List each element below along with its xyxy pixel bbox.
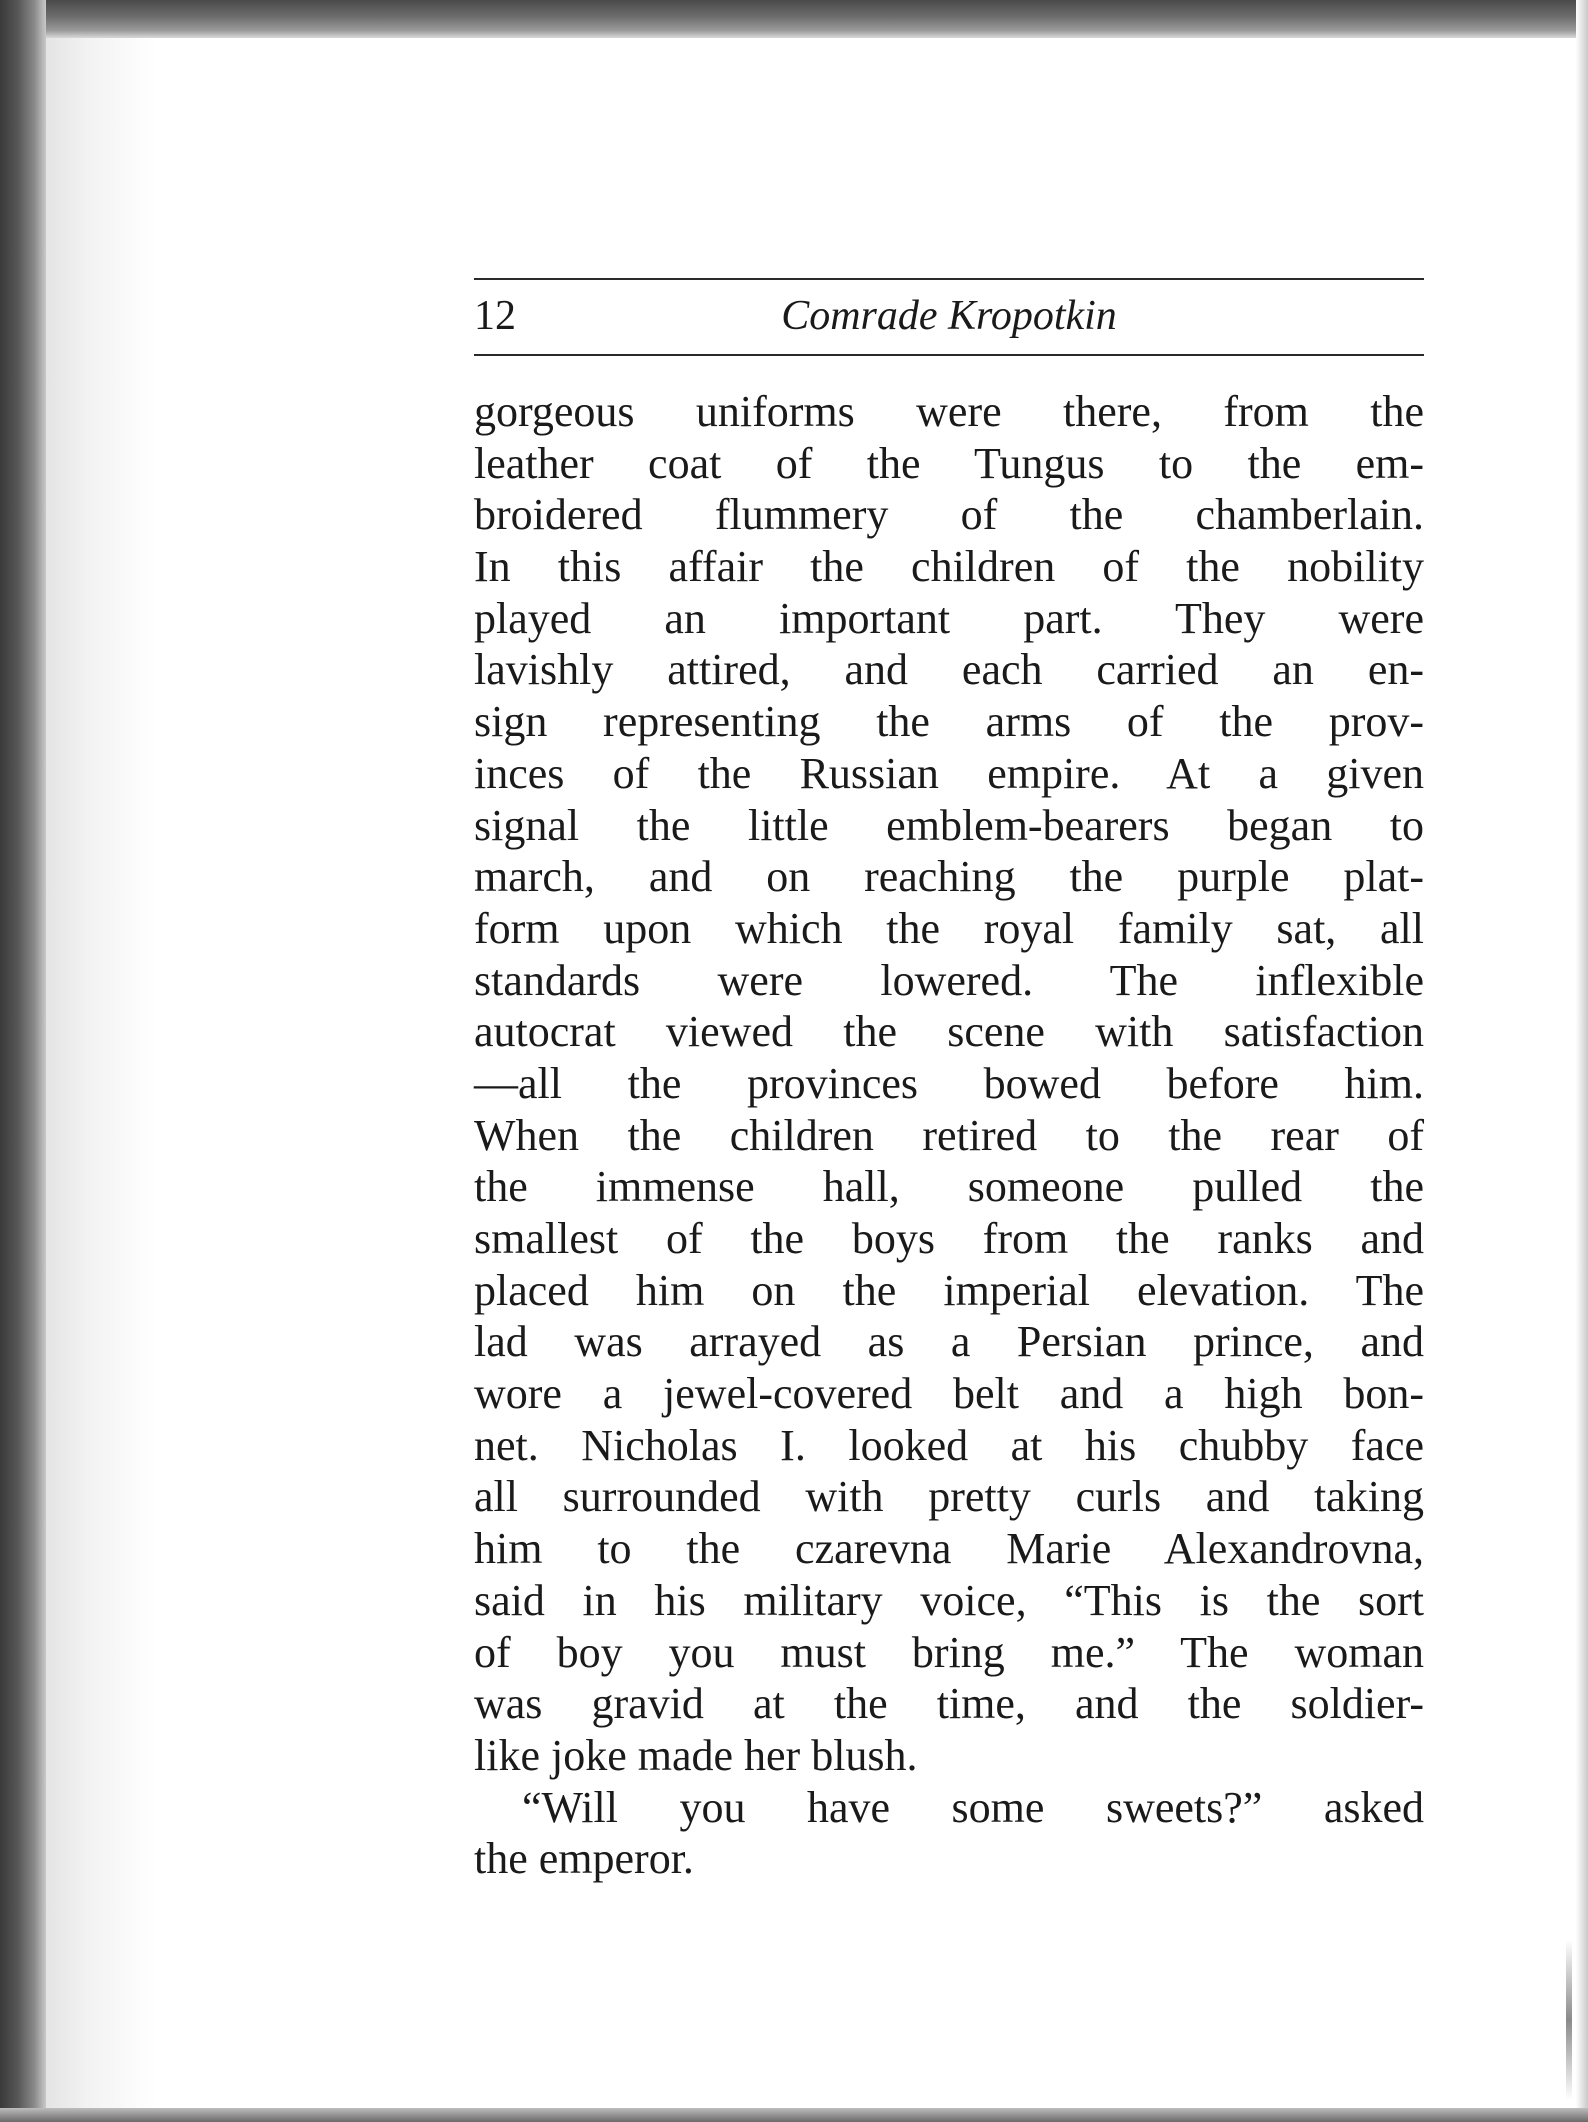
text-line: net. Nicholas I. looked at his chubby face — [474, 1420, 1424, 1470]
text-line: In this affair the children of the nobility — [474, 542, 1424, 592]
text-line: inces of the Russian empire. At a given — [474, 748, 1424, 798]
text-line: “Will you have some sweets?” asked — [522, 1782, 1424, 1832]
text-line: like joke made her blush. — [474, 1730, 918, 1780]
scan-edge-left — [0, 0, 46, 2122]
header-rule-bottom — [474, 354, 1424, 356]
scan-edge-top — [0, 0, 1588, 38]
text-line: sign representing the arms of the prov- — [474, 697, 1424, 747]
text-line: the immense hall, someone pulled the — [474, 1162, 1424, 1212]
text-line: broidered flummery of the chamberlain. — [474, 490, 1424, 540]
text-line: lavishly attired, and each carried an en- — [474, 645, 1424, 695]
running-head — [474, 278, 1424, 356]
text-line: played an important part. They were — [474, 593, 1424, 643]
scan-gutter-shadow — [46, 38, 156, 2122]
running-head-title: Comrade Kropotkin — [781, 293, 1117, 339]
text-line: smallest of the boys from the ranks and — [474, 1214, 1424, 1263]
text-line: lad was arrayed as a Persian prince, and — [474, 1317, 1424, 1367]
text-line: march, and on reaching the purple plat- — [474, 852, 1424, 902]
text-line: When the children retired to the rear of — [474, 1110, 1424, 1160]
text-line: —all the provinces bowed before him. — [474, 1058, 1424, 1108]
text-line: all surrounded with pretty curls and taking — [474, 1472, 1424, 1522]
page-number: 12 — [474, 293, 516, 339]
body-text — [474, 386, 1424, 1885]
text-line: signal the little emblem-bearers began to — [474, 800, 1424, 850]
text-line: wore a jewel-covered belt and a high bon- — [474, 1369, 1424, 1419]
text-line: of boy you must bring me.” The woman — [474, 1627, 1424, 1677]
scan-edge-right — [1576, 0, 1588, 2122]
scan-edge-mark — [1566, 1940, 1572, 2100]
text-line: him to the czarevna Marie Alexandrovna, — [474, 1524, 1424, 1574]
text-line: autocrat viewed the scene with satisfaction — [474, 1007, 1424, 1057]
header-rule-top — [474, 278, 1424, 280]
text-line: form upon which the royal family sat, all — [474, 903, 1424, 953]
text-line: was gravid at the time, and the soldier- — [474, 1679, 1424, 1729]
text-line: said in his military voice, “This is the sort — [474, 1575, 1424, 1625]
text-line: the emperor. — [474, 1834, 694, 1884]
text-line: leather coat of the Tungus to the em- — [474, 438, 1424, 488]
scan-edge-bottom — [0, 2108, 1588, 2122]
text-line: standards were lowered. The inflexible — [474, 955, 1424, 1005]
text-line: placed him on the imperial elevation. The — [474, 1265, 1424, 1315]
text-line: gorgeous uniforms were there, from the — [474, 387, 1424, 436]
